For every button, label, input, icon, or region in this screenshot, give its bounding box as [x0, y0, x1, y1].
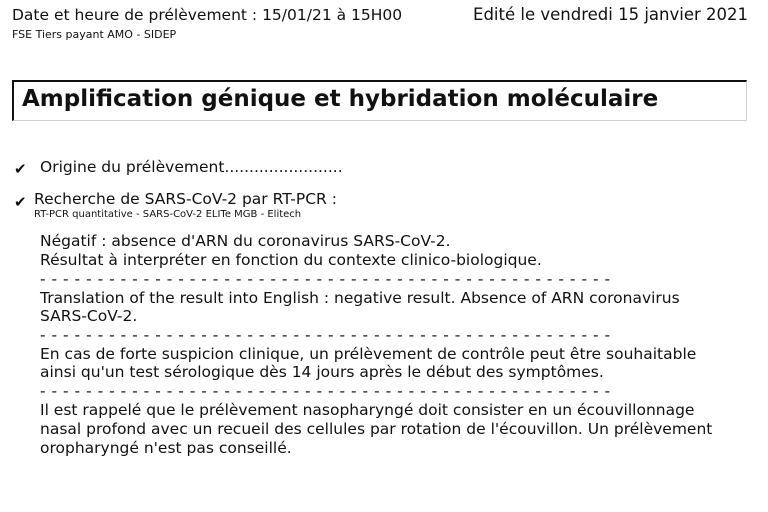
result-line: Négatif : absence d'ARN du coronavirus SARS-CoV-2. — [40, 232, 451, 250]
billing-info: FSE Tiers payant AMO - SIDEP — [12, 28, 177, 41]
checkmark-icon: ✔ — [14, 193, 27, 211]
item-origin-label: Origine du prélèvement........................ — [40, 158, 343, 176]
result-line: oropharyngé n'est pas conseillé. — [40, 439, 292, 457]
result-line: Il est rappelé que le prélèvement nasopharyngé doit consister en un écouvillonnage — [40, 401, 695, 419]
result-line: En cas de forte suspicion clinique, un prélèvement de contrôle peut être souhaitable — [40, 345, 697, 363]
separator: - - - - - - - - - - - - - - - - - - - - - - - - - - - - - - - - - - - - - - - - - - - - - - - - - - — [40, 326, 611, 344]
result-line: ainsi qu'un test sérologique dès 14 jours après le début des symptômes. — [40, 363, 604, 381]
separator: - - - - - - - - - - - - - - - - - - - - - - - - - - - - - - - - - - - - - - - - - - - - - - - - - - — [40, 382, 611, 400]
item-sars-cov2-label: Recherche de SARS-CoV-2 par RT-PCR : — [34, 190, 337, 208]
sampling-datetime: Date et heure de prélèvement : 15/01/21 à 15H00 — [12, 6, 403, 24]
result-line: Résultat à interpréter en fonction du contexte clinico-biologique. — [40, 251, 542, 269]
section-title: Amplification génique et hybridation moléculaire — [22, 86, 659, 112]
edited-date: Edité le vendredi 15 janvier 2021 — [473, 5, 748, 24]
result-line: SARS-CoV-2. — [40, 307, 138, 325]
separator: - - - - - - - - - - - - - - - - - - - - - - - - - - - - - - - - - - - - - - - - - - - - - - - - - - — [40, 270, 611, 288]
result-line: Translation of the result into English : negative result. Absence of ARN coronavirus — [40, 289, 680, 307]
result-line: nasal profond avec un recueil des cellules par rotation de l'écouvillon. Un prélèvement — [40, 420, 713, 438]
section-header-box — [12, 80, 747, 121]
item-method: RT-PCR quantitative - SARS-CoV-2 ELITe MGB - Elitech — [34, 209, 302, 220]
checkmark-icon: ✔ — [14, 160, 27, 178]
